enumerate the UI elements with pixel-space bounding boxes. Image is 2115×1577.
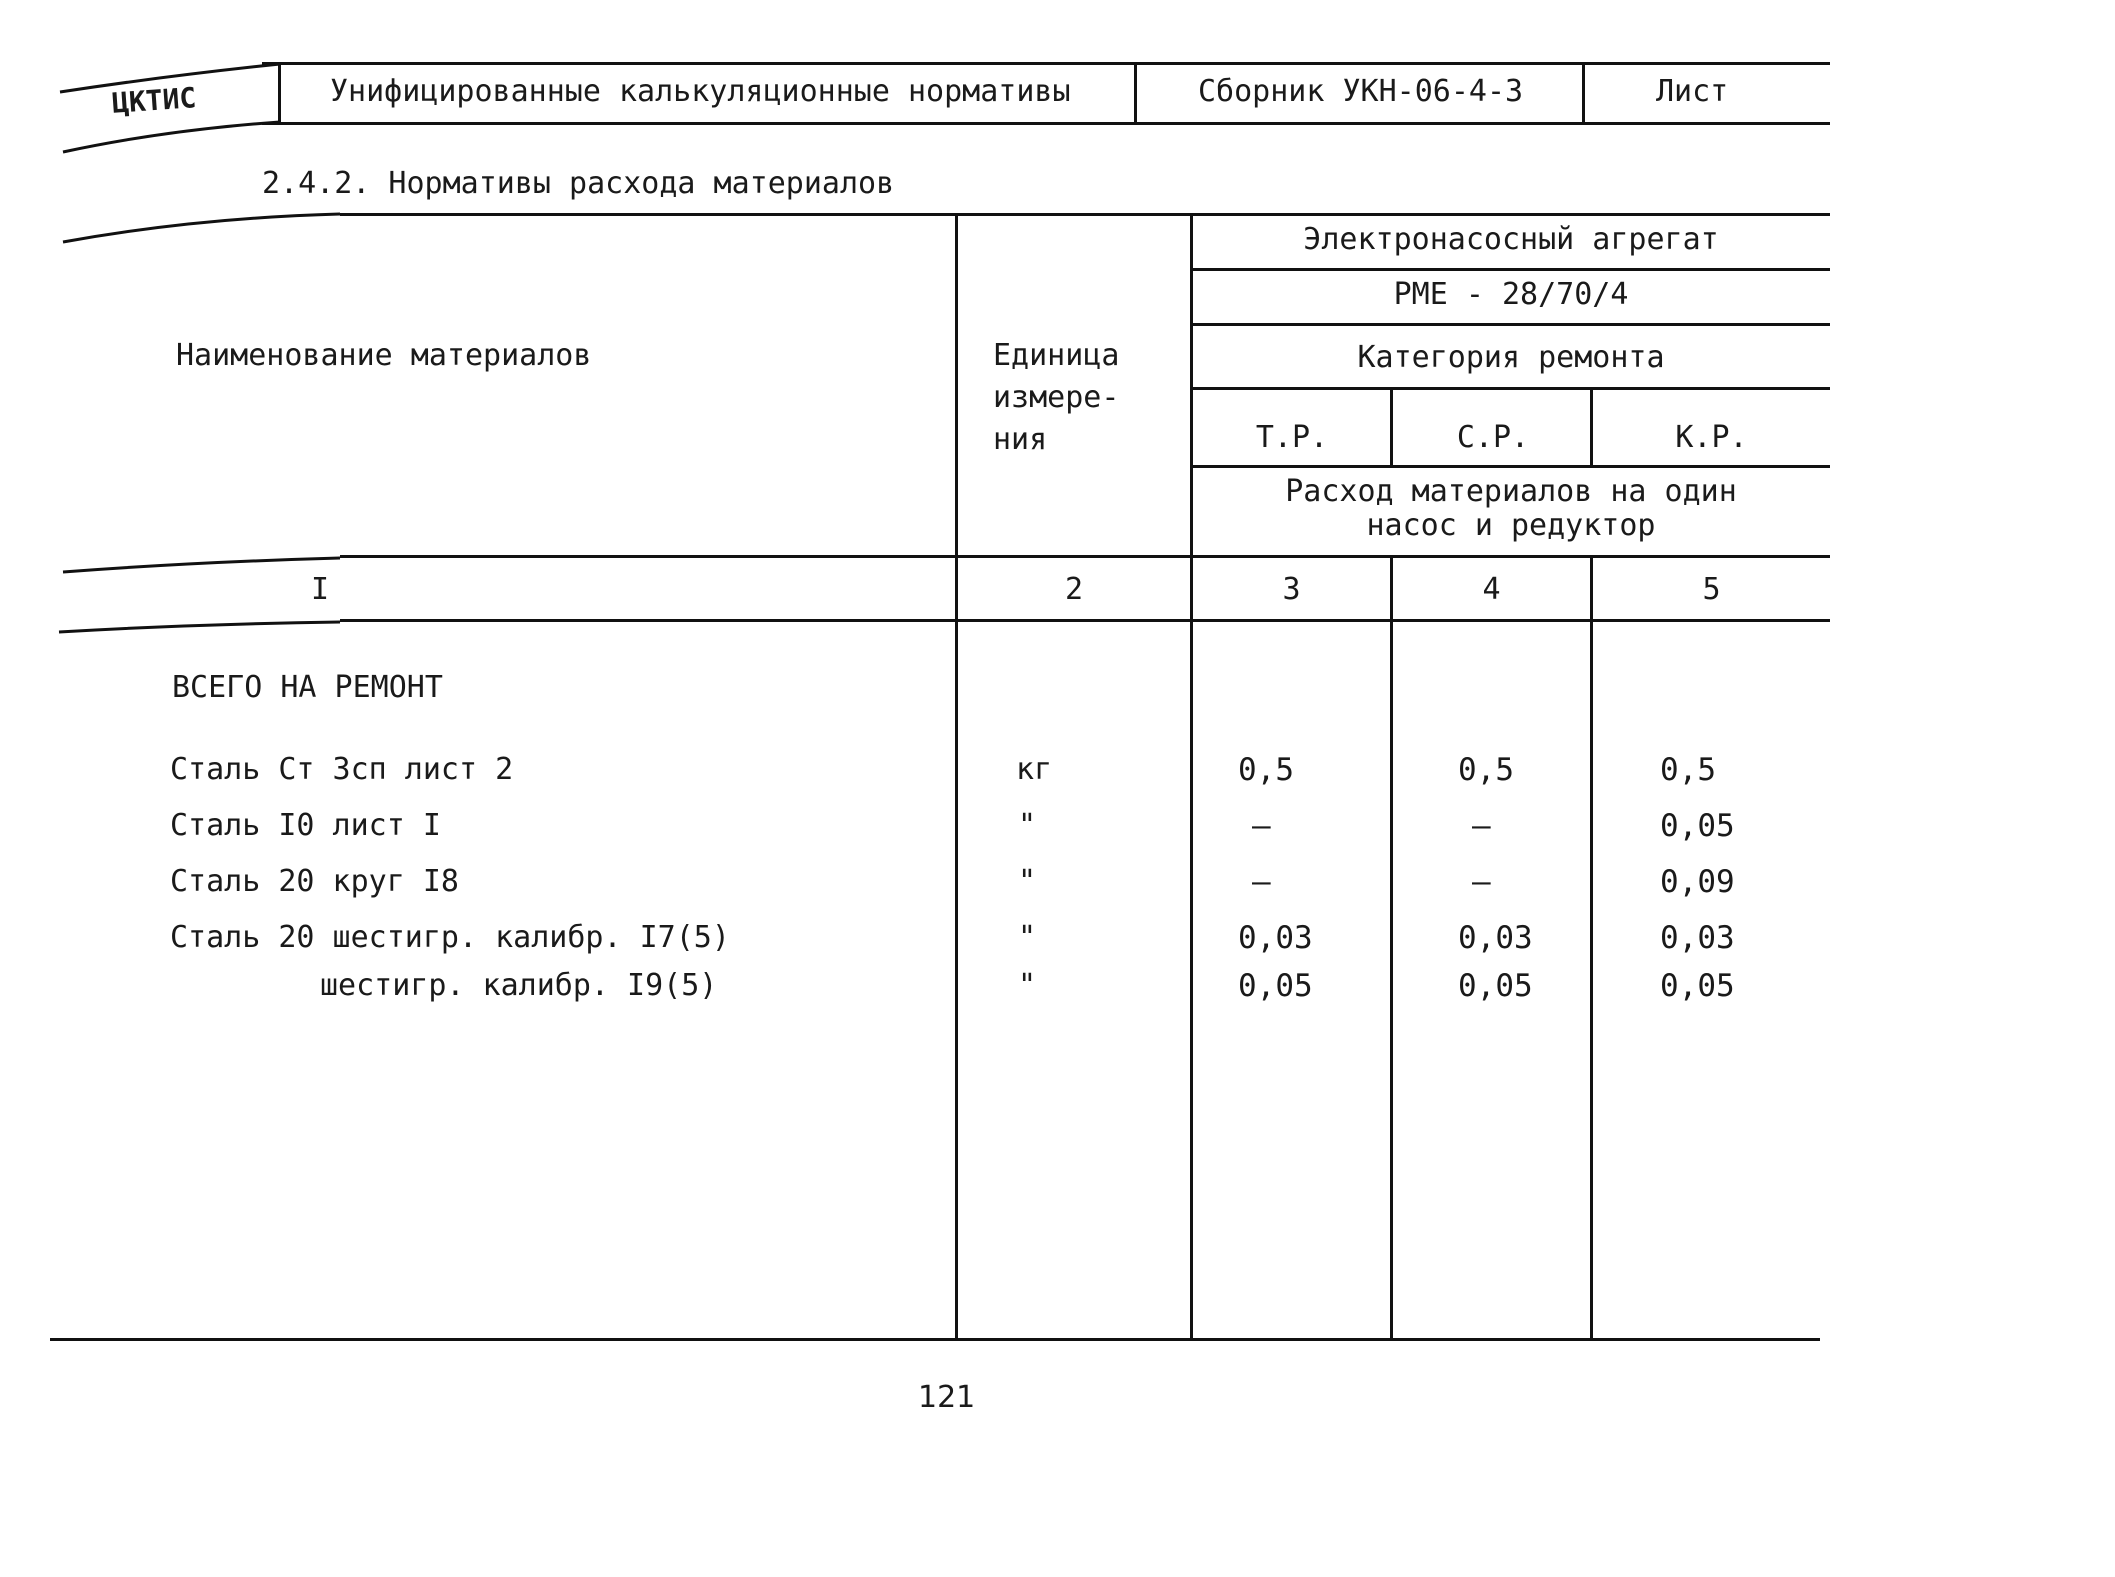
col-divider-name-unit: [955, 213, 958, 1339]
consumption-header-line-1: Расход материалов на один: [1285, 474, 1737, 509]
categories-top-rule: [1192, 387, 1830, 390]
section-title: 2.4.2. Нормативы расхода материалов: [262, 166, 895, 201]
row-1-tr: 0,5: [1238, 752, 1294, 788]
row-3-sr: –: [1472, 864, 1491, 900]
row-1-name: Сталь Ст 3сп лист 2: [170, 752, 514, 787]
model-top-rule: [1192, 268, 1830, 271]
row-2-name: Сталь I0 лист I: [170, 808, 441, 843]
row-4-unit: ": [1018, 920, 1037, 955]
consumption-header-line-2: насос и редуктор: [1366, 508, 1656, 543]
header-org: ЦКТИС: [110, 81, 198, 120]
row-3-unit: ": [1018, 864, 1037, 899]
row-5-sr: 0,05: [1458, 968, 1533, 1004]
header-bottom-rule: [262, 122, 1830, 125]
col-unit-header-line-3: ния: [993, 422, 1048, 457]
row-3-kr: 0,09: [1660, 864, 1735, 900]
col-divider-unit-values: [1190, 213, 1193, 1339]
group-header: Электронасосный агрегат: [1303, 222, 1719, 257]
colnum-1: I: [310, 572, 330, 607]
row-5-tr: 0,05: [1238, 968, 1313, 1004]
model-label: РМЕ - 28/70/4: [1393, 277, 1629, 312]
row-1-unit: кг: [1016, 752, 1053, 787]
header-divider-3: [1582, 62, 1585, 125]
header-sheet-label: Лист: [1656, 74, 1729, 109]
row-5-kr: 0,05: [1660, 968, 1735, 1004]
col-unit-header-line-2: измере-: [993, 380, 1120, 415]
row-3-tr: –: [1252, 864, 1271, 900]
row-4-tr: 0,03: [1238, 920, 1313, 956]
row-5-name: шестигр. калибр. I9(5): [320, 968, 718, 1003]
row-2-unit: ": [1018, 808, 1037, 843]
col-divider-tr-sr-body: [1390, 555, 1393, 1339]
page-number: 121: [918, 1380, 976, 1415]
colnum-top-rule: [340, 555, 1830, 558]
colnum-3: 3: [1282, 572, 1301, 607]
table-bottom-rule: [50, 1338, 1820, 1341]
row-1-sr: 0,5: [1458, 752, 1514, 788]
table-top-rule: [340, 213, 1830, 216]
col-unit-header-line-1: Единица: [993, 338, 1120, 373]
header-title: Унифицированные калькуляционные нормативы: [330, 74, 1071, 109]
header-collection: Сборник УКН-06-4-3: [1198, 74, 1524, 109]
consumption-top-rule: [1192, 465, 1830, 468]
row-3-name: Сталь 20 круг I8: [170, 864, 459, 899]
col-name-header: Наименование материалов: [176, 338, 592, 373]
row-4-name: Сталь 20 шестигр. калибр. I7(5): [170, 920, 730, 955]
header-divider-2: [1134, 62, 1137, 125]
row-5-unit: ": [1018, 968, 1037, 1003]
total-label: ВСЕГО НА РЕМОНТ: [172, 670, 443, 705]
row-4-sr: 0,03: [1458, 920, 1533, 956]
header-top-rule: [262, 62, 1830, 65]
row-2-tr: –: [1252, 808, 1271, 844]
row-4-kr: 0,03: [1660, 920, 1735, 956]
category-top-rule: [1192, 323, 1830, 326]
row-2-sr: –: [1472, 808, 1491, 844]
category-kr: К.Р.: [1675, 420, 1748, 455]
category-tr: Т.Р.: [1255, 420, 1329, 455]
colnum-5: 5: [1702, 572, 1721, 607]
row-2-kr: 0,05: [1660, 808, 1735, 844]
colnum-4: 4: [1482, 572, 1501, 607]
row-1-kr: 0,5: [1660, 752, 1716, 788]
colnum-2: 2: [1064, 572, 1084, 607]
col-divider-sr-kr-body: [1590, 555, 1593, 1339]
colnum-bottom-rule: [340, 619, 1830, 622]
category-header: Категория ремонта: [1357, 340, 1665, 375]
category-sr: С.Р.: [1456, 420, 1530, 455]
